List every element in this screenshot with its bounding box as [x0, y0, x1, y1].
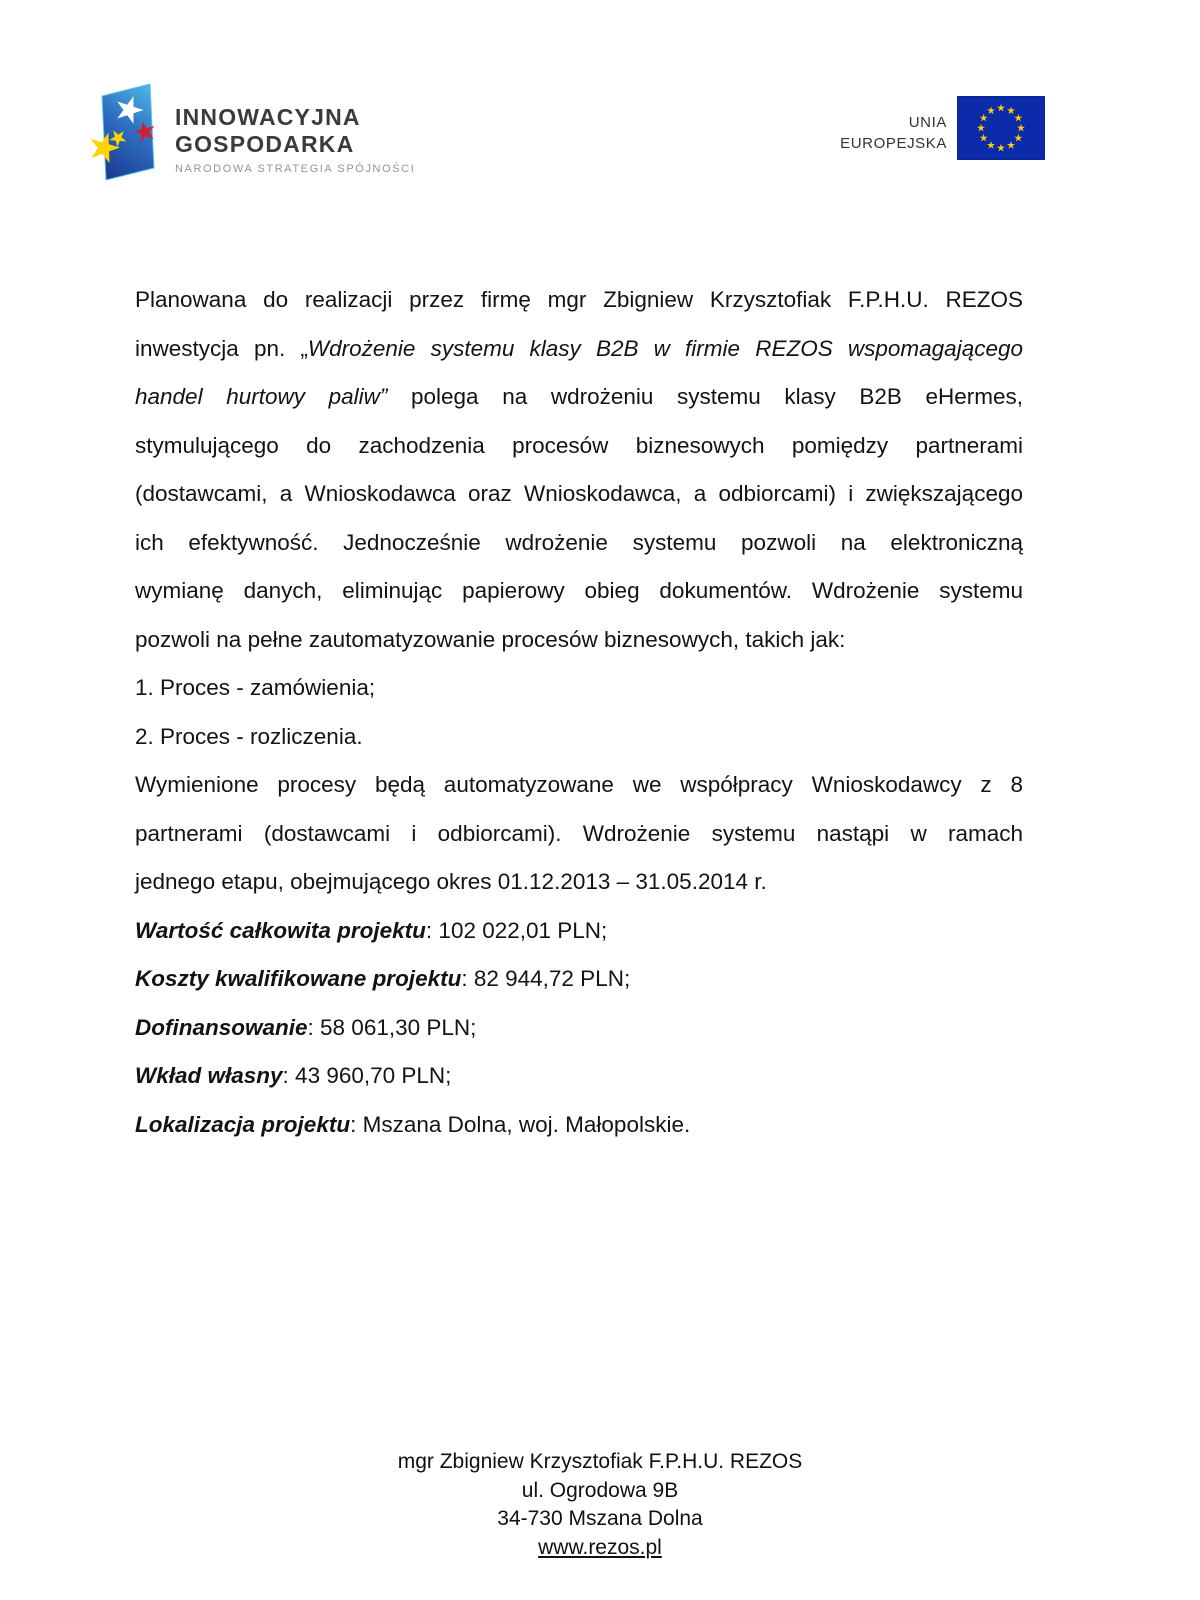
text-segment: wymianę danych, eliminując papierowy obieg dokumentów. Wdrożenie systemu [135, 578, 1023, 603]
text-line [135, 810, 1023, 859]
text-segment: jednego etapu, obejmującego okres 01.12.2013 – 31.05.2014 r. [135, 869, 767, 894]
key-value: : Mszana Dolna, woj. Małopolskie. [350, 1111, 691, 1137]
list-item [135, 713, 1023, 762]
text-segment: partnerami (dostawcami i odbiorcami). Wdrożenie systemu nastąpi w ramach [135, 820, 1023, 846]
eu-label-line1: UNIA [908, 114, 947, 131]
ig-logo-title-line2: GOSPODARKA [175, 131, 355, 157]
key-value-line-qualified-costs [135, 955, 1023, 1004]
footer-street: ul. Ogrodowa 9B [521, 1478, 679, 1502]
key-label: Lokalizacja projektu [135, 1111, 351, 1137]
text-segment: 2. Proces - rozliczenia. [135, 723, 363, 749]
key-value-line-own-contribution [135, 1052, 1023, 1101]
innowacyjna-gospodarka-logo [175, 104, 415, 175]
key-label: Wkład własny [135, 1063, 283, 1088]
text-line [135, 519, 1023, 568]
text-line [135, 761, 1023, 810]
key-value-line-total [135, 907, 1023, 956]
text-segment: 1. Proces - zamówienia; [135, 675, 376, 700]
text-segment: stymulującego do zachodzenia procesów biznesowych pomiędzy partnerami [135, 432, 1023, 458]
footer-city: 34-730 Mszana Dolna [497, 1507, 703, 1530]
text-segment: inwestycja pn. „ [135, 335, 308, 361]
text-segment: Wymienione procesy będą automatyzowane we współpracy Wnioskodawcy z 8 [135, 772, 1023, 797]
text-line [135, 470, 1023, 519]
key-value: : 43 960,70 PLN; [282, 1063, 452, 1088]
text-segment: (dostawcami, a Wnioskodawca oraz Wnioskodawca, a odbiorcami) i zwiększającego [135, 481, 1023, 506]
text-segment-italic: Wdrożenie systemu klasy B2B w firmie REZOS wspomagającego [307, 335, 1024, 361]
key-value: : 102 022,01 PLN; [425, 917, 608, 943]
body-text [135, 276, 1023, 1149]
text-line [135, 325, 1023, 374]
text-line [135, 567, 1023, 616]
text-line [135, 616, 1023, 665]
footer-company-name: mgr Zbigniew Krzysztofiak F.P.H.U. REZOS [397, 1450, 803, 1473]
eu-logo-label [820, 112, 947, 154]
key-value-line-funding [135, 1004, 1023, 1053]
list-item [135, 664, 1023, 713]
text-line [135, 373, 1023, 422]
key-label: Koszty kwalifikowane projektu [135, 966, 462, 991]
key-value: : 82 944,72 PLN; [461, 966, 631, 991]
ig-logo-title-line1: INNOWACYJNA [175, 104, 361, 130]
text-segment: Planowana do realizacji przez firmę mgr Zbigniew Krzysztofiak F.P.H.U. REZOS [135, 287, 1023, 312]
text-line [135, 858, 1023, 907]
footer [0, 1448, 1200, 1562]
eu-label-line2: EUROPEJSKA [840, 135, 947, 152]
eu-flag-icon [957, 96, 1045, 160]
key-label: Wartość całkowita projektu [135, 917, 426, 943]
footer-link-line [0, 1534, 1200, 1563]
text-segment: pozwoli na pełne zautomatyzowanie procesów biznesowych, takich jak: [135, 626, 846, 652]
text-segment-italic: handel hurtowy paliw” [135, 384, 388, 409]
ig-logo-subtitle: NARODOWA STRATEGIA SPÓJNOŚCI [175, 163, 416, 175]
key-value-line-location [135, 1101, 1023, 1150]
text-line [135, 276, 1023, 325]
footer-website-link[interactable]: www.rezos.pl [538, 1535, 662, 1559]
text-segment: ich efektywność. Jednocześnie wdrożenie systemu pozwoli na elektroniczną [135, 529, 1023, 555]
key-value: : 58 061,30 PLN; [307, 1014, 477, 1040]
text-line [135, 422, 1023, 471]
key-label: Dofinansowanie [135, 1014, 308, 1040]
text-segment: polega na wdrożeniu systemu klasy B2B eHermes, [387, 384, 1023, 409]
